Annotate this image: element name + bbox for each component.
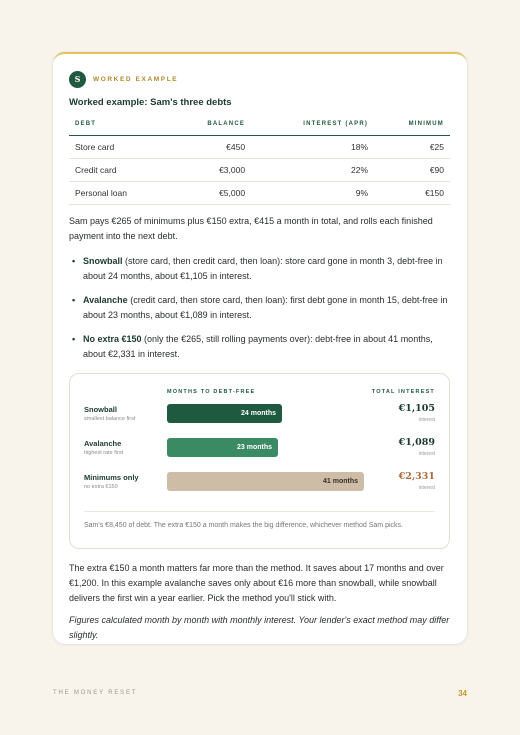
cell-balance: €5,000 xyxy=(171,181,251,204)
months-bar: 23 months xyxy=(167,438,278,457)
method-name: No extra €150 xyxy=(83,333,142,344)
methods-list xyxy=(69,254,451,362)
cell-interest: 18% xyxy=(251,135,374,158)
table-header-row xyxy=(69,119,450,135)
interest-value: €2,331 xyxy=(398,470,435,482)
cell-balance: €3,000 xyxy=(171,158,251,181)
months-bar: 41 months xyxy=(167,472,364,491)
row-sublabel: highest rate first xyxy=(84,449,124,456)
interest-value: €1,089 xyxy=(398,436,435,448)
cell-minimum: €150 xyxy=(374,181,450,204)
header-balance: BALANCE xyxy=(171,119,251,135)
page-number: 34 xyxy=(458,689,467,698)
chart-row xyxy=(70,436,449,462)
table-row xyxy=(69,158,450,181)
table-row xyxy=(69,181,450,204)
cell-interest: 22% xyxy=(251,158,374,181)
section-badge: S xyxy=(69,71,86,88)
card-title: Worked example: Sam's three debts xyxy=(69,97,232,108)
header-debt: DEBT xyxy=(69,119,171,135)
eyebrow-label: WORKED EXAMPLE xyxy=(93,75,179,83)
footnote: Figures calculated month by month with monthly interest. Your lender's exact method may differ slightly. xyxy=(69,614,450,640)
footer-brand: THE MONEY RESET xyxy=(53,690,138,696)
months-header: MONTHS TO DEBT-FREE xyxy=(167,388,256,395)
interest-sublabel: interest xyxy=(418,450,435,457)
cell-interest: 9% xyxy=(251,181,374,204)
interest-sublabel: interest xyxy=(418,484,435,491)
months-bar: 24 months xyxy=(167,404,282,423)
row-sublabel: smallest balance first xyxy=(84,415,136,422)
chart-note: Sam's €8,450 of debt. The extra €150 a month makes the big difference, whichever method Sam picks. xyxy=(84,511,435,532)
cell-minimum: €90 xyxy=(374,158,450,181)
list-item xyxy=(69,293,451,323)
comparison-chart xyxy=(69,373,450,549)
method-name: Avalanche xyxy=(83,294,128,305)
cell-minimum: €25 xyxy=(374,135,450,158)
method-name: Snowball xyxy=(83,255,123,266)
table-row xyxy=(69,135,450,158)
method-detail: (credit card, then store card, then loan): first debt gone in month 15, debt-free in about 23 months, about €1,089 in interest. xyxy=(83,294,448,320)
header-interest: INTEREST (APR) xyxy=(251,119,374,135)
worked-example-card xyxy=(53,52,467,644)
interest-value: €1,105 xyxy=(398,402,435,414)
cell-debt: Personal loan xyxy=(69,181,171,204)
cell-balance: €450 xyxy=(171,135,251,158)
chart-row xyxy=(70,402,449,428)
row-sublabel: no extra €150 xyxy=(84,483,118,490)
header-minimum: MINIMUM xyxy=(374,119,450,135)
list-item xyxy=(69,254,451,284)
closing-paragraph: The extra €150 a month matters far more than the method. It saves about 17 months and over €1,200. In this example avalanche saves only about €16 more than snowball, while snowball delivers the first win a year earlier. Pick the method you'll stick with. xyxy=(69,562,444,603)
list-item xyxy=(69,332,451,362)
row-label: Minimums only xyxy=(84,472,139,482)
cell-debt: Credit card xyxy=(69,158,171,181)
intro-paragraph: Sam pays €265 of minimums plus €150 extra, €415 a month in total, and rolls each finished payment into the next debt. xyxy=(69,215,433,241)
eyebrow xyxy=(69,70,451,88)
interest-header: TOTAL INTEREST xyxy=(371,388,435,395)
interest-sublabel: interest xyxy=(418,416,435,423)
cell-debt: Store card xyxy=(69,135,171,158)
method-detail: (only the €265, still rolling payments over): debt-free in about 41 months, about €2,331 in interest. xyxy=(83,333,433,359)
chart-row xyxy=(70,470,449,496)
row-label: Snowball xyxy=(84,404,117,414)
method-detail: (store card, then credit card, then loan): store card gone in month 3, debt-free in about 24 months, about €1,105 in interest. xyxy=(83,255,443,281)
row-label: Avalanche xyxy=(84,438,122,448)
debts-table xyxy=(69,119,450,205)
